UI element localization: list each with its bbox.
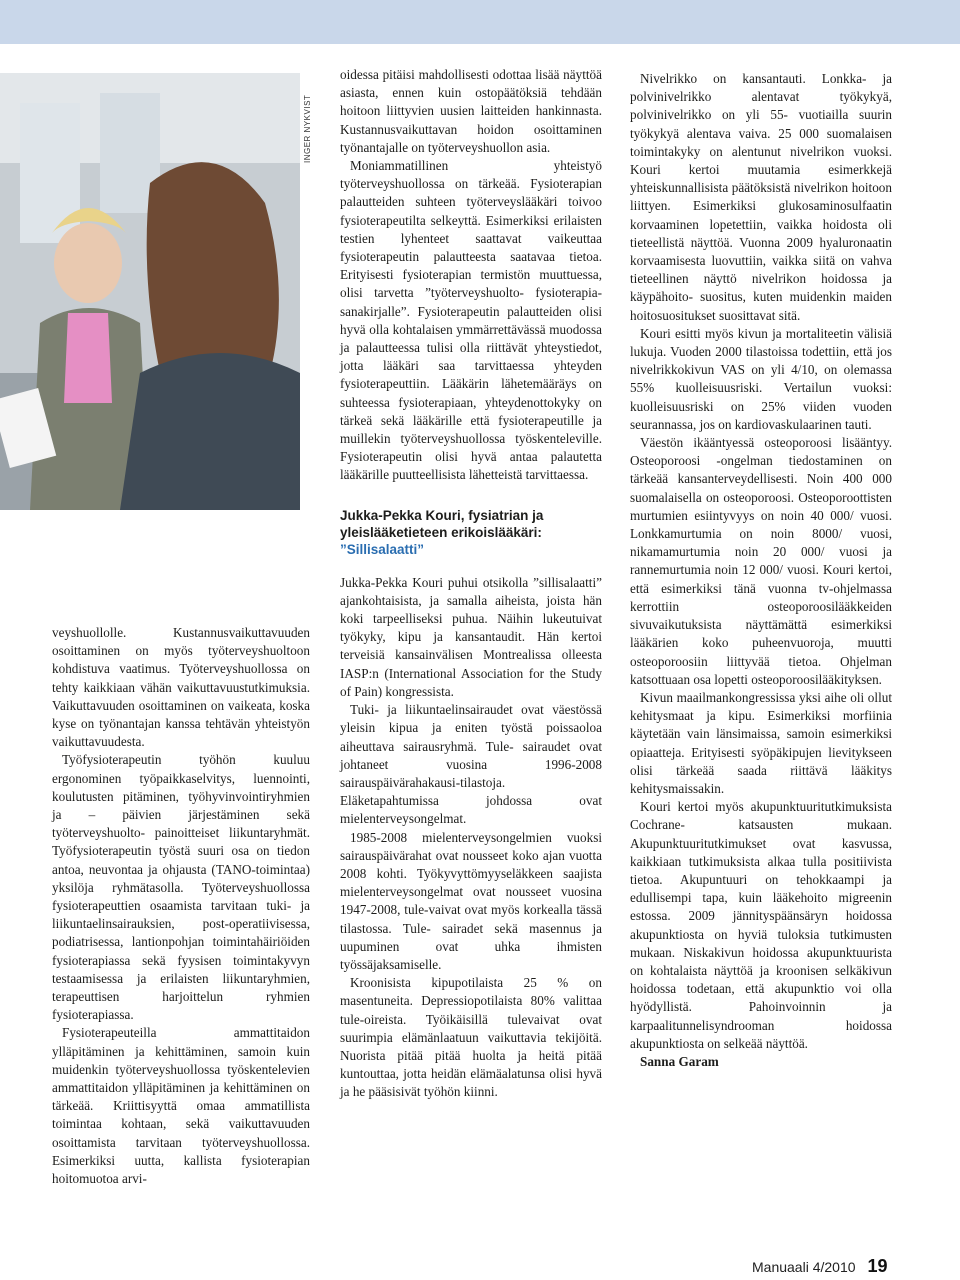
paragraph: Väestön ikääntyessä osteoporoosi lisääntyy. Osteoporoosi -ongelman tiedostaminen on tärkeää kansanterveydellisesti. Noin 400 000 suomalaisella on osteoporoosi. Osteoporoottisten murtumien esiintyvyys on noin 40 000/ vuosi. Lonkkamurtumia on noin 8000/ vuosi, nikamamurtumia noin 20 000/ vuosi ja rannemurtumia noin 12 000/ vuosi. Kouri kertoi, että esimerkiksi tänä vuonna tv-ohjelmassa kerrottiin osteoporoosilääkkeiden sivuvaikutuksista näyttämättä esimerkiksi lääkärien koko puheenvuoroja, muutti osteoporoosiin liittyvää tietoa. Ohjelman katsottuaan osa lopetti osteoporoosilääkityksen. [630,435,892,687]
paragraph: 1985-2008 mielenterveysongelmien vuoksi sairauspäivärahat ovat nousseet koko ajan vuotta 2008 kohti. Työkyvyttömyyseläkkeen saajista mielenterveysongelmat ovat nousseet vuosina 1947-2008, tule-vaivat ovat myös korkealla tässä tilastossa. Tule- sairadet sekä masennus ja uupuminen ovat uhka ihmisten työssäjaksamiselle. [340,829,602,972]
paragraph: Kouri kertoi myös akupunktuuritutkimuksista Cochrane- katsausten mukaan. Akupunktuuritutkimukset ovat kasvussa, kaikkiaan tutkimuksista alkaa tulla positiivista tietoa. Akupuntuuri on tehokkaampi ja edullisempi tapa, kuin lääkehoito migreenin estossa. 2009 jännityspäänsäryn hoidossa akupunktiosta on hyviä tuloksia tutkimusten mukaan. Niskakivun hoidossa akupunktuurista on kohtalaista näyttöä ja kroonisen selkäkivun hoidossa todetaan, että akupunktio voi olla hyödyllistä. Pahoinvoinnin ja karpaalitunnelisyndrooman hoidossa akupunktiosta on selkeää näyttöä. [630,799,892,1051]
magazine-issue: Manuaali 4/2010 [752,1259,856,1275]
page-footer [752,1256,888,1280]
heading-text: Jukka-Pekka Kouri, fysiatrian ja yleislääketieteen erikoislääkäri: [340,507,544,540]
heading-quote: ”Sillisalaatti” [340,541,425,557]
paragraph: Fysioterapeuteilla ammattitaidon ylläpitäminen ja kehittäminen, samoin kuin muidenkin työterveyshuollossa työskentelevien ammattitaidon ylläpitäminen ja kehittäminen on tärkeää. Kriittisyyttä omaa ammatillista toimintaa kohtaan, sekä vaikuttavuuden osoittamista tarvitaan työterveyshuollossa. Esimerkiksi uutta, kallista fysioterapian hoitomuotoa arvi- [52,1025,310,1187]
paragraph: Jukka-Pekka Kouri puhui otsikolla ”sillisalaatti” ajankohtaisista, ja samalla aiheista, joista hän koki tarpeelliseksi puhua. Näihin lukeutuivat työkyky, kipu ja kansantaudit. Hän kertoi terveisiä kansainvälisen Montrealissa olleesta IASP:n (International Association for the Study of Pain) kongressista. [340,574,602,699]
paragraph: Moniammatillinen yhteistyö työterveyshuollossa on tärkeää. Fysioterapian palautteiden suhteen työterveyslääkäri toivoo fysioterapeutilta selkeyttä. Esimerkiksi erilaisten testien lyhenteet saattavat vaikeuttaa fysioterapeutin palautteesta saatavaa tietoa. Erityisesti fysioterapian termistön muuttuessa, olisi tarvetta ”työterveyshuolto- fysioterapia- sanakirjalle”. Fysioterapeutin palautteiden olisi hyvä olla kohtalaisen ymmärrettävässä muodossa ja palautteessa tulisi olla riittävät yhteystiedot, jotta lääkäri saa tarvittaessa yhteyden fysioterapeuttiin. Lääkärin lähetemääräys on suhteessa fysioterapiaan, yhteydenottokyky on tärkeä sekä lääkärille että fysioterapeutille ja muillekin työterveyshuollossa työskenteleville. Fysioterapeutin olisi hyvä antaa palautetta lääkärille puutteellisista lähetteistä tarvittaessa. [340,158,602,483]
article-column-2 [340,66,602,1102]
paragraph: oidessa pitäisi mahdollisesti odottaa lisää näyttöä asiasta, ennen kuin ostopäätöksiä tehdään hoitoon liittyvien uusien laitteiden hankinnasta. Kustannusvaikuttavan hoidon osoittaminen työnantajalle on työterveyshuollon asia. [340,67,602,155]
paragraph: Kouri esitti myös kivun ja mortaliteetin välisiä lukuja. Vuoden 2000 tilastoissa todettiin, että jos nivelrikkokivun VAS on yli 4/10, on olemassa 55% kuolleisuusriski. Vertailun vuoksi: kuolleisuusriski on 25% viiden vuoden seurannassa, jos on kardiovaskulaarinen tauti. [630,325,892,432]
top-banner [0,0,960,44]
photo-image [0,73,300,510]
paragraph: veyshuollolle. Kustannusvaikuttavuuden osoittaminen on myös työterveyshuoltoon kohdistuva vaatimus. Työterveyshuollossa on tehty kaikkiaan vähän vaikuttavuustutkimuksia. Vaikuttavuuden osoittaminen on vaikeata, koska kyse on työnantajan kanssa tehtävän yhteistyön vaikuttavuudesta. [52,625,310,750]
section-heading [340,507,602,558]
article-column-1 [52,624,310,1188]
paragraph: Tuki- ja liikuntaelinsairaudet ovat väestössä yleisin kipua ja eniten työstä poissaoloa aiheuttava sairausryhmä. Tule- sairaudet ovat johtaneet vuosina 1996-2008 sairauspäivärahakausi-tilastoja. Eläketapahtumissa johdossa ovat mielenterveysongelmat. [340,702,602,827]
article-photo [0,73,300,510]
paragraph: Kroonisista kipupotilaista 25 % on masentuneita. Depressiopotilaista 80% valittaa tule-oireista. Työikäisillä tulevaivat ovat suurimpia elämänlaatuun vaikuttavia tekijöitä. Nuorista pitää pitää huolta ja heitä pitää kuntouttaa, jotta heidän elämäalatunsa olisi hyvä ja he pääsisivät työhön kiinni. [340,975,602,1100]
article-column-3 [630,70,892,1071]
photo-credit: INGER NYKVIST [303,94,312,163]
author-signature: Sanna Garam [640,1053,719,1069]
page-number: 19 [867,1256,888,1276]
paragraph: Nivelrikko on kansantauti. Lonkka- ja polvinivelrikko alentavat työkykyä, polvinivelrikko on yli 55- vuotiailla suurin työkykyä alentava vaiva. 25 000 suomalaisen toimintakyky on alentunut nivelrikon vuoksi. Kouri kertoi muutamia esimerkkejä yhteiskunnallisista päätöksistä nivelrikon hoitoon liittyen. Esimerkiksi glukosaminosulfaatin korvaaminen lopetettiin, vaikka hoidosta oli tieteellistä näyttöä. Vuonna 2009 hyaluronaatin korvaamisesta luovuttiin, vaikka siitä on vahva tieteellinen näyttö nivelrikon hoidossa ja käypähoito- suositus, kuten muidenkin maiden hoitosuositukset suosittavat sitä. [630,71,892,323]
paragraph: Kivun maailmankongressissa yksi aihe oli ollut kehitysmaat ja kipu. Esimerkiksi morfiinia käytetään vain länsimaissa, samoin esimerkiksi opiaatteja. Erityisesti syöpäkipujen lievitykseen olisi tärkeää saada riittävä lääkitys kehitysmaissakin. [630,689,892,796]
paragraph: Työfysioterapeutin työhön kuuluu ergonominen työpaikkaselvitys, luennointi, koulutusten pitäminen, työhyvinvointiryhmien ja – päivien järjestäminen sekä työterveyshuolto- painoitteiset liikuntaryhmät. Työfysioterapeutin työstä suuri osa on tiedon antoa, neuvontaa ja ohjausta (TANO-toimintaa) yksilöja ryhmätasolla. Työterveyshuollossa fysioterapeuttien osaamista tarvitaan tuki- ja liikuntaelinsairauksien, post-operatiivisessa, podiatrisessa, lantionpohjan toimintahäiriöiden fysioterapiassa sekä fyysisen toimintakyvyn testaamisessa ja erilaisten liikuntaryhmien, terapeuttisen harjoittelun ryhmien fysioterapiassa. [52,752,310,1023]
